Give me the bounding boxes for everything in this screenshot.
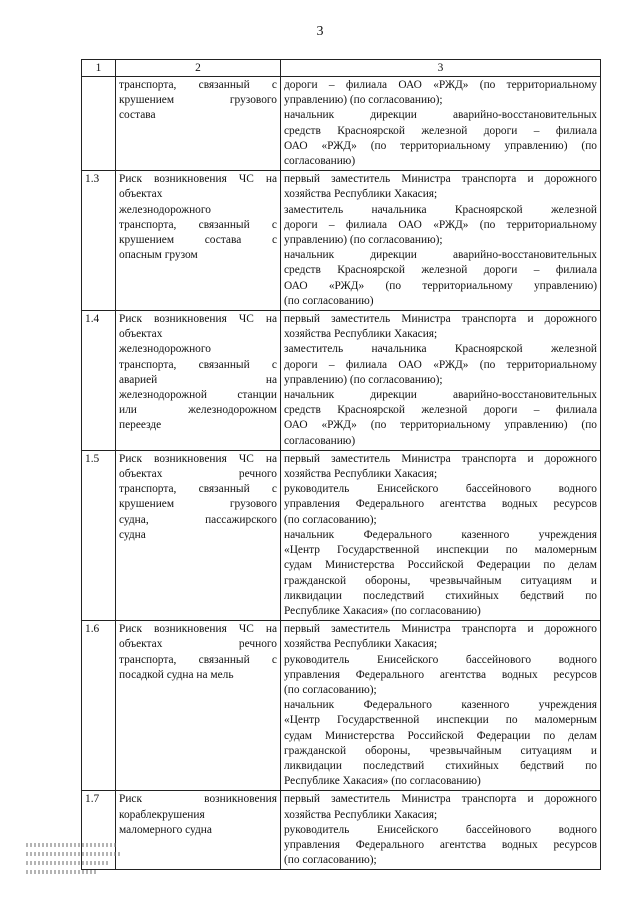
risk-description	[116, 621, 281, 791]
risk-line: объектах речного	[119, 638, 277, 651]
responsible-line: первый заместитель Министра транспорта и дорожного	[284, 623, 597, 636]
risk-description	[116, 791, 281, 870]
risk-line: крушением грузового	[119, 94, 277, 107]
responsible-line: первый заместитель Министра транспорта и дорожного	[284, 793, 597, 806]
responsible-line: судам Министерства Российской Федерации по делам	[284, 729, 597, 742]
responsible-line: ОАО «РЖД» (по территориальному управлению) (по	[284, 139, 597, 152]
responsible-line: (по согласованию);	[284, 854, 377, 867]
risk-line: объектах речного	[119, 468, 277, 481]
risk-line: маломерного судна	[119, 823, 212, 836]
responsibility-table	[81, 59, 601, 870]
risk-description	[116, 171, 281, 311]
risk-line: или железнодорожном	[119, 404, 277, 417]
responsible-line: управления Федерального агентства водных ресурсов	[284, 838, 597, 851]
responsible-line: дороги – филиала ОАО «РЖД» (по территориальному	[284, 358, 597, 371]
responsible-line: ОАО «РЖД» (по территориальному управлению)	[284, 279, 597, 292]
row-number: 1.6	[82, 621, 116, 791]
risk-description	[116, 450, 281, 620]
responsible-line: заместитель начальника Красноярской железной	[284, 343, 597, 356]
risk-line: железнодорожного	[119, 343, 211, 356]
table-row	[82, 171, 601, 311]
responsible-line: начальник дирекции аварийно-восстановительных	[284, 389, 597, 402]
responsible-line: начальник Федерального казенного учреждения	[284, 528, 597, 541]
responsible-line: (по согласованию);	[284, 513, 377, 526]
row-number: 1.7	[82, 791, 116, 870]
risk-line: посадкой судна на мель	[119, 668, 234, 681]
responsible-line: управления Федерального агентства водных ресурсов	[284, 668, 597, 681]
responsible-line: хозяйства Республики Хакасия;	[284, 328, 438, 341]
risk-line: крушением грузового	[119, 498, 277, 511]
responsible-officials	[281, 621, 601, 791]
risk-line: объектах	[119, 328, 163, 341]
risk-line: переезде	[119, 419, 162, 432]
stamp-mark	[26, 838, 124, 883]
risk-line: судна	[119, 528, 146, 541]
responsible-line: руководитель Енисейского бассейнового водного	[284, 483, 597, 496]
responsible-line: хозяйства Республики Хакасия;	[284, 188, 438, 201]
responsible-line: согласованию)	[284, 434, 356, 447]
responsible-line: руководитель Енисейского бассейнового водного	[284, 823, 597, 836]
responsible-line: первый заместитель Министра транспорта и дорожного	[284, 173, 597, 186]
table-row	[82, 791, 601, 870]
risk-line: опасным грузом	[119, 249, 198, 262]
responsible-line: ликвидации последствий стихийных бедствий по	[284, 589, 597, 602]
responsible-line: ликвидации последствий стихийных бедствий по	[284, 759, 597, 772]
risk-description	[116, 77, 281, 171]
responsible-line: заместитель начальника Красноярской железной	[284, 203, 597, 216]
risk-line: Риск возникновения	[119, 793, 277, 806]
risk-line: Риск возникновения ЧС на	[119, 173, 277, 186]
responsible-line: руководитель Енисейского бассейнового водного	[284, 653, 597, 666]
responsible-line: начальник Федерального казенного учреждения	[284, 699, 597, 712]
risk-line: транспорта, связанный с	[119, 358, 277, 371]
responsible-line: управлению) (по согласованию);	[284, 94, 443, 107]
responsible-line: дороги – филиала ОАО «РЖД» (по территориальному	[284, 218, 597, 231]
responsible-line: начальник дирекции аварийно-восстановительных	[284, 249, 597, 262]
responsible-line: первый заместитель Министра транспорта и дорожного	[284, 452, 597, 465]
risk-line: железнодорожной станции	[119, 389, 277, 402]
header-col-1: 1	[82, 60, 116, 77]
responsible-officials	[281, 77, 601, 171]
responsible-line: Республике Хакасия» (по согласованию)	[284, 775, 481, 788]
responsible-line: средств Красноярской железной дороги – филиала	[284, 124, 597, 137]
risk-line: транспорта, связанный с	[119, 653, 277, 666]
header-col-2: 2	[116, 60, 281, 77]
risk-line: крушением состава с	[119, 234, 277, 247]
responsible-line: средств Красноярской железной дороги – филиала	[284, 264, 597, 277]
table-row	[82, 77, 601, 171]
header-col-3: 3	[281, 60, 601, 77]
risk-line: железнодорожного	[119, 203, 211, 216]
responsible-line: «Центр Государственной инспекции по маломерным	[284, 714, 597, 727]
responsible-line: согласованию)	[284, 155, 356, 168]
responsible-line: судам Министерства Российской Федерации по делам	[284, 559, 597, 572]
responsible-line: (по согласованию)	[284, 294, 374, 307]
risk-line: транспорта, связанный с	[119, 218, 277, 231]
table-header-row	[82, 60, 601, 77]
responsible-line: управлению) (по согласованию);	[284, 373, 443, 386]
responsible-line: первый заместитель Министра транспорта и дорожного	[284, 313, 597, 326]
responsible-line: ОАО «РЖД» (по территориальному управлению) (по	[284, 419, 597, 432]
responsible-line: хозяйства Республики Хакасия;	[284, 468, 438, 481]
risk-description	[116, 311, 281, 451]
table-row	[82, 450, 601, 620]
risk-line: кораблекрушения	[119, 808, 205, 821]
row-number: 1.3	[82, 171, 116, 311]
responsible-line: начальник дирекции аварийно-восстановительных	[284, 109, 597, 122]
row-number: 1.5	[82, 450, 116, 620]
risk-line: Риск возникновения ЧС на	[119, 313, 277, 326]
responsible-officials	[281, 791, 601, 870]
risk-line: объектах	[119, 188, 163, 201]
responsible-officials	[281, 311, 601, 451]
responsible-officials	[281, 450, 601, 620]
table-row	[82, 621, 601, 791]
responsible-line: хозяйства Республики Хакасия;	[284, 808, 438, 821]
page-number: 3	[316, 24, 324, 39]
risk-line: аварией на	[119, 373, 277, 386]
risk-line: Риск возникновения ЧС на	[119, 452, 277, 465]
responsible-line: управлению) (по согласованию);	[284, 234, 443, 247]
risk-line: транспорта, связанный с	[119, 483, 277, 496]
responsible-officials	[281, 171, 601, 311]
responsible-line: дороги – филиала ОАО «РЖД» (по территориальному	[284, 79, 597, 91]
row-number: 1.4	[82, 311, 116, 451]
responsible-line: «Центр Государственной инспекции по маломерным	[284, 544, 597, 557]
responsible-line: гражданской обороны, чрезвычайным ситуациям и	[284, 574, 597, 587]
risk-line: судна, пассажирского	[119, 513, 277, 526]
responsible-line: средств Красноярской железной дороги – филиала	[284, 404, 597, 417]
risk-line: транспорта, связанный с	[119, 79, 277, 91]
responsible-line: гражданской обороны, чрезвычайным ситуациям и	[284, 744, 597, 757]
row-number	[82, 77, 116, 171]
table-row	[82, 311, 601, 451]
risk-line: состава	[119, 109, 156, 122]
responsible-line: хозяйства Республики Хакасия;	[284, 638, 438, 651]
responsible-line: управления Федерального агентства водных ресурсов	[284, 498, 597, 511]
responsible-line: Республике Хакасия» (по согласованию)	[284, 604, 481, 617]
responsible-line: (по согласованию);	[284, 683, 377, 696]
risk-line: Риск возникновения ЧС на	[119, 623, 277, 636]
